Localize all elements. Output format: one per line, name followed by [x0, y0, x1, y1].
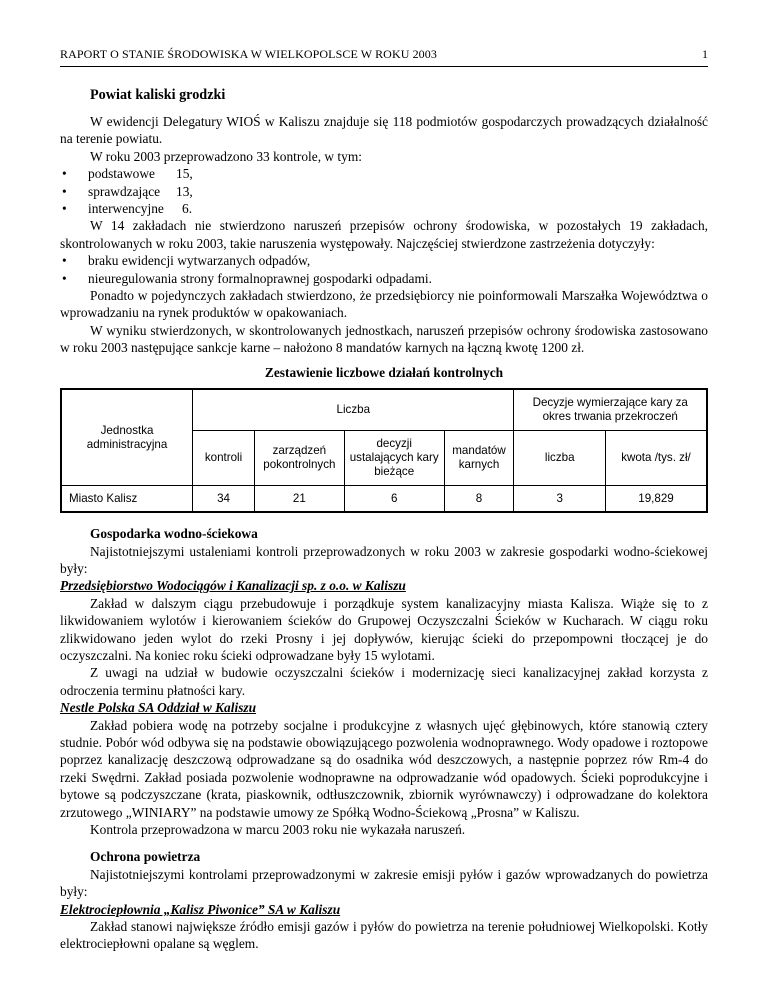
violations-paragraph: W 14 zakładach nie stwierdzono naruszeń przepisów ochrony środowiska, w pozostałych 19 zakładach, skontrolowanych w roku 2003, takie naruszenia występowały. Najczęściej stwierdzone zastrzeżenia dotyczyły: [60, 218, 708, 251]
column-group-header: Liczba [193, 389, 514, 431]
table-cell: 19,829 [605, 486, 707, 513]
company-paragraph: Zakład w dalszym ciągu przebudowuje i porządkuje system kanalizacyjny miasta Kalisza. Wiąże się to z likwidowaniem wylotów i kierowaniem ścieków do Grupowej Oczyszczalni Ścieków w Kucharach. W ciągu roku zlikwidowano jeden wylot do rzeki Prosny i jej dopływów, kierując ścieki do przepompowni tłoczącej je do oczyszczalni. Na koniec roku ścieki odprowadzane były 15 wylotami. [60, 595, 708, 663]
table-cell: 3 [514, 486, 606, 513]
list-item [60, 270, 708, 287]
bullet-icon: • [62, 166, 67, 182]
column-header: zarządzeń pokontrolnych [254, 431, 344, 486]
control-type: podstawowe [88, 166, 155, 182]
water-intro: Najistotniejszymi ustaleniami kontroli przeprowadzonych w roku 2003 w zakresie gospodarki wodno-ściekowej były: [60, 543, 708, 576]
table-row [61, 486, 707, 513]
header-rule [60, 66, 708, 67]
table-cell: 34 [193, 486, 255, 513]
section-title: Powiat kaliski grodzki [90, 87, 226, 103]
column-header: mandatów karnych [444, 431, 514, 486]
control-count: 6. [182, 201, 193, 217]
bullet-icon: • [62, 270, 67, 286]
header-title: RAPORT O STANIE ŚRODOWISKA W WIELKOPOLSCE W ROKU 2003 [60, 47, 437, 61]
running-header [60, 47, 708, 65]
control-type: interwencyjne [88, 201, 164, 217]
control-count: 15, [176, 166, 193, 182]
control-stats-table [60, 388, 708, 513]
main-content [60, 86, 708, 953]
column-header: decyzji ustalających kary bieżące [344, 431, 444, 486]
company-name: Elektrociepłownia „Kalisz Piwonice” SA w Kaliszu [60, 901, 341, 917]
company-name: Przedsiębiorstwo Wodociągów i Kanalizacji sp. z o.o. w Kaliszu [60, 578, 406, 594]
column-header: kontroli [193, 431, 255, 486]
issue-text: nieuregulowania strony formalnoprawnej gospodarki odpadami. [88, 270, 432, 286]
issue-text: braku ewidencji wytwarzanych odpadów, [88, 253, 311, 269]
subsection-title: Gospodarka wodno-ściekowa [90, 526, 258, 542]
control-type: sprawdzające [88, 183, 161, 199]
list-item [60, 183, 708, 200]
table-cell: Miasto Kalisz [61, 486, 193, 513]
sanctions-paragraph: W wyniku stwierdzonych, w skontrolowanych jednostkach, naruszeń przepisów ochrony środowiska zastosowano w roku 2003 następujące sankcje karne – nałożono 8 mandatów karnych na łączną kwotę 1200 zł. [60, 322, 708, 356]
column-header: kwota /tys. zł/ [605, 431, 707, 486]
column-header: liczba [514, 431, 606, 486]
company-paragraph: Zakład stanowi największe źródło emisji gazów i pyłów do powietrza na terenie południowej Wielkopolski. Kotły elektrociepłowni opalane są węglem. [60, 919, 708, 952]
company-paragraph: Zakład pobiera wodę na potrzeby socjalne i produkcyjne z własnych ujęć głębinowych, które stanowią cztery studnie. Pobór wód odbywa się na podstawie obowiązującego pozwolenia wodnoprawnego. Wody opadowe i roztopowe poprzez kanalizację deszczową odprowadzane są do osadnika wód deszczowych, a następnie poprzez rów Rm-4 do rzeki Swędrni. Zakład posiada pozwolenie wodnoprawne na odprowadzanie wód opadowych. Ścieki poprodukcyjne i bytowe są podczyszczane (krata, piaskownik, odtłuszczownik, zbiornik wyrównawczy) i odprowadzane do kolektora zrzutowego „WINIARY” na podstawie umowy ze Spółką Wodno-Ściekową „Prosna” w Kaliszu. [60, 717, 708, 820]
intro-paragraph: W ewidencji Delegatury WIOŚ w Kaliszu znajduje się 118 podmiotów gospodarczych prowadzących działalność na terenie powiatu. [60, 114, 708, 147]
bullet-icon: • [62, 183, 67, 199]
column-group-header: Decyzje wymierzające kary za okres trwania przekroczeń [514, 389, 707, 431]
list-item [60, 200, 708, 217]
bullet-icon: • [62, 253, 67, 269]
table-cell: 6 [344, 486, 444, 513]
company-name: Nestle Polska SA Oddział w Kaliszu [60, 700, 257, 716]
air-intro: Najistotniejszymi kontrolami przeprowadzonymi w zakresie emisji pyłów i gazów wprowadzanych do powietrza były: [60, 866, 708, 900]
control-count: 13, [176, 183, 193, 199]
company-paragraph: Z uwagi na udział w budowie oczyszczalni ścieków i modernizację sieci kanalizacyjnej zakład korzysta z odroczenia terminu płatności kary. [60, 665, 708, 698]
list-item [60, 165, 708, 182]
table-title: Zestawienie liczbowe działań kontrolnych [264, 364, 504, 380]
page-number: 1 [702, 47, 708, 61]
list-item [60, 252, 708, 269]
bullet-icon: • [62, 201, 67, 217]
table-cell: 8 [444, 486, 514, 513]
info-paragraph: Ponadto w pojedynczych zakładach stwierdzono, że przedsiębiorcy nie poinformowali Marszałka Województwa o wprowadzaniu na rynek produktów w opakowaniach. [60, 288, 708, 321]
controls-intro: W roku 2003 przeprowadzono 33 kontrole, w tym: [90, 148, 362, 164]
company-paragraph: Kontrola przeprowadzona w marcu 2003 roku nie wykazała naruszeń. [90, 822, 466, 837]
subsection-title: Ochrona powietrza [90, 849, 201, 865]
column-header: Jednostka administracyjna [61, 389, 193, 486]
table-cell: 21 [254, 486, 344, 513]
